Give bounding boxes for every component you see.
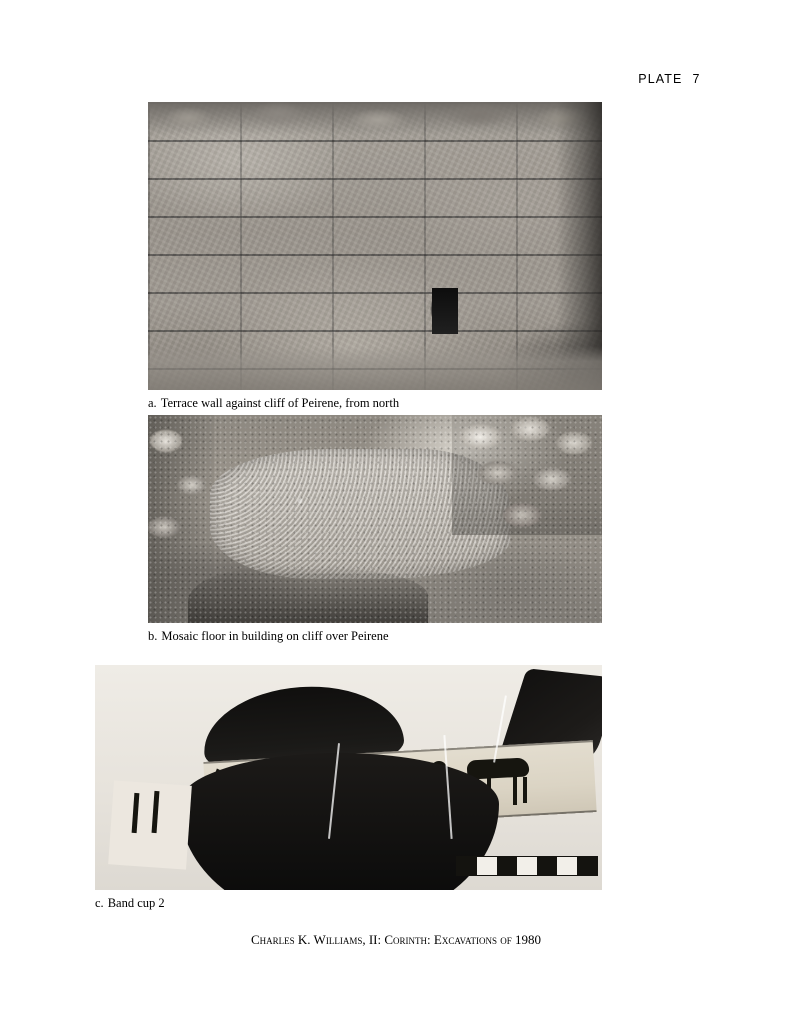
- rubble-top-course: [148, 102, 602, 136]
- figure-b-image: [148, 415, 602, 623]
- figure-c-caption: [95, 896, 602, 911]
- figure-a-caption-text: Terrace wall against cliff of Peirene, from north: [160, 396, 400, 410]
- figure-a-letter: a.: [148, 396, 157, 410]
- detached-sherd: [108, 780, 192, 869]
- figure-c-letter: c.: [95, 896, 104, 910]
- wall-base-course: [148, 346, 602, 390]
- figure-b-caption: [148, 629, 602, 644]
- animal-3-leg: [523, 777, 527, 803]
- figure-a-image: [148, 102, 602, 390]
- figure-c-caption-text: Band cup 2: [107, 896, 165, 910]
- photo-grain: [148, 415, 602, 623]
- figure-b: [148, 415, 602, 644]
- figure-c: [95, 665, 602, 911]
- figure-b-caption-text: Mosaic floor in building on cliff over Peirene: [161, 629, 389, 643]
- plate-label: PLATE: [638, 72, 683, 86]
- figure-a: [148, 102, 602, 411]
- footer-citation: Charles K. Williams, II: Corinth: Excavations of 1980: [250, 932, 542, 947]
- plate-header: [638, 72, 700, 86]
- wall-niche-upper: [432, 288, 458, 334]
- animal-3-leg: [513, 777, 517, 805]
- figure-a-caption: [148, 396, 602, 411]
- page-footer: [0, 932, 792, 948]
- plate-number: 7: [692, 72, 700, 86]
- photographic-scale-bar: [456, 856, 598, 876]
- figure-b-letter: b.: [148, 629, 158, 643]
- figure-c-image: [95, 665, 602, 890]
